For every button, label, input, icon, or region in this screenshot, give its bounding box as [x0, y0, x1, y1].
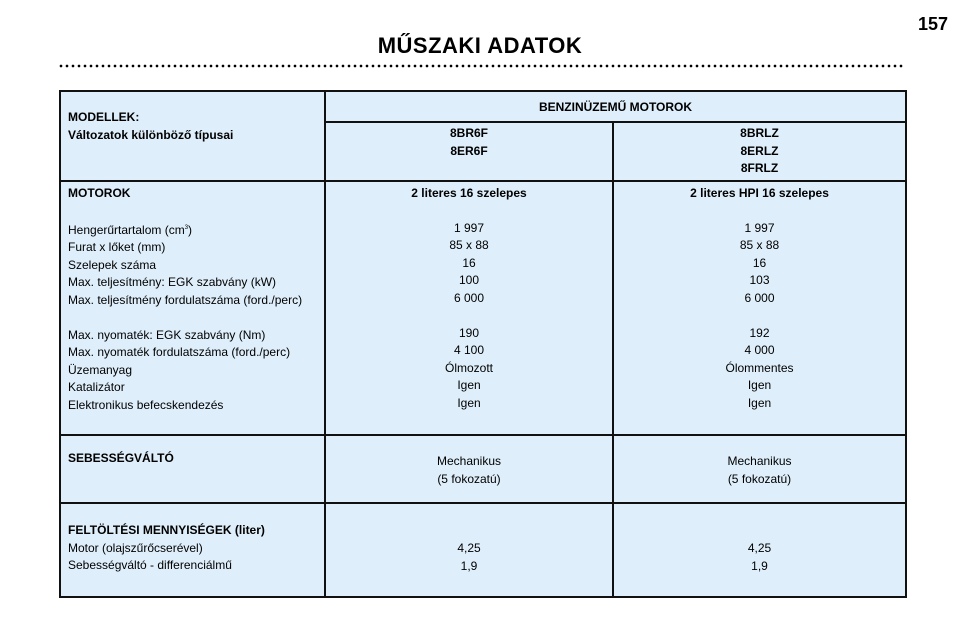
gearbox-oil-value: 1,9: [460, 558, 478, 573]
power-label: Max. teljesítmény: EGK szabvány (kW): [68, 275, 277, 290]
gearbox-type: Mechanikus: [727, 454, 792, 468]
bore-stroke-value: 85 x 88: [739, 238, 780, 253]
engines-col2-cell: [613, 181, 906, 435]
table-row-header-group: [60, 91, 906, 122]
table-row-capacities: [60, 503, 906, 597]
catalyst-value: Igen: [747, 378, 772, 393]
capacities-section-label: FELTÖLTÉSI MENNYISÉGEK (liter): [68, 523, 265, 537]
gearbox-gears: (5 fokozatú): [437, 471, 501, 486]
engine-name: 2 literes 16 szelepes: [411, 186, 527, 200]
engine-oil-value: 4,25: [747, 541, 772, 555]
engine-oil-value: 4,25: [457, 541, 481, 555]
engine-oil-label: Motor (olajszűrőcserével): [68, 540, 203, 555]
engines-col1-cell: [325, 181, 613, 435]
displacement-value: 1 997: [453, 220, 485, 235]
injection-label: Elektronikus befecskendezés: [68, 397, 224, 412]
bore-stroke-value: 85 x 88: [449, 238, 489, 253]
variant-code: 8ER6F: [450, 143, 488, 158]
variant-code: 8BRLZ: [740, 126, 779, 140]
power-value: 103: [749, 273, 770, 288]
torque-rpm-value: 4 000: [744, 343, 775, 358]
variant-cell-1: [325, 122, 613, 181]
gearbox-col2-cell: [613, 435, 906, 503]
gearbox-oil-value: 1,9: [751, 558, 768, 573]
gearbox-col1-cell: [325, 435, 613, 503]
engine-group-header: [325, 91, 906, 122]
injection-value: Igen: [457, 395, 481, 410]
page-title: MŰSZAKI ADATOK: [377, 33, 583, 58]
power-rpm-value: 6 000: [453, 290, 485, 305]
torque-label: Max. nyomaték: EGK szabvány (Nm): [68, 327, 266, 342]
gearbox-gears: (5 fokozatú): [727, 471, 792, 486]
fuel-value: Ólommentes: [725, 360, 794, 375]
variant-code: 8FRLZ: [740, 161, 779, 176]
valves-value: 16: [462, 255, 476, 270]
capacities-label-cell: [60, 503, 325, 597]
valves-value: 16: [752, 255, 767, 270]
capacities-col1-cell: [325, 503, 613, 597]
fuel-label: Üzemanyag: [68, 362, 133, 377]
spec-table: [59, 90, 907, 598]
engine-group-label: BENZINÜZEMŰ MOTOROK: [538, 99, 693, 114]
page-number: 157: [917, 14, 948, 34]
gearbox-type: Mechanikus: [436, 454, 502, 468]
power-rpm-label: Max. teljesítmény fordulatszáma (ford./perc): [68, 292, 303, 307]
torque-rpm-label: Max. nyomaték fordulatszáma (ford./perc): [68, 345, 291, 360]
variant-code: 8ERLZ: [740, 143, 779, 158]
torque-value: 192: [749, 325, 770, 340]
variant-cell-2: [613, 122, 906, 181]
catalyst-value: Igen: [457, 378, 481, 393]
fuel-value: Ólmozott: [444, 360, 493, 375]
gearbox-oil-label: Sebességváltó - differenciálmű: [68, 558, 232, 573]
table-row-engines: [60, 181, 906, 435]
power-rpm-value: 6 000: [744, 290, 775, 305]
engines-labels-cell: [60, 181, 325, 435]
power-value: 100: [458, 273, 480, 288]
gearbox-section-label: SEBESSÉGVÁLTÓ: [68, 451, 174, 465]
displacement-value: 1 997: [744, 220, 775, 235]
table-row-gearbox: [60, 435, 906, 503]
engine-name: 2 literes HPI 16 szelepes: [690, 186, 829, 200]
injection-value: Igen: [747, 395, 772, 410]
valves-label: Szelepek száma: [68, 257, 157, 272]
capacities-col2-cell: [613, 503, 906, 597]
torque-rpm-value: 4 100: [453, 343, 485, 358]
engines-section-label: MOTOROK: [68, 186, 131, 200]
variant-code: 8BR6F: [449, 126, 488, 140]
models-cell: [60, 91, 325, 181]
bore-stroke-label: Furat x lőket (mm): [68, 240, 166, 255]
torque-value: 190: [458, 325, 480, 340]
displacement-label: Hengerűrtartalom $(cm^3)$: [68, 222, 193, 237]
dotted-divider: [58, 64, 904, 68]
catalyst-label: Katalizátor: [68, 380, 125, 395]
gearbox-label-cell: [60, 435, 325, 503]
models-label: MODELLEK:: [68, 110, 140, 124]
variants-label: Változatok különböző típusai: [68, 127, 234, 142]
